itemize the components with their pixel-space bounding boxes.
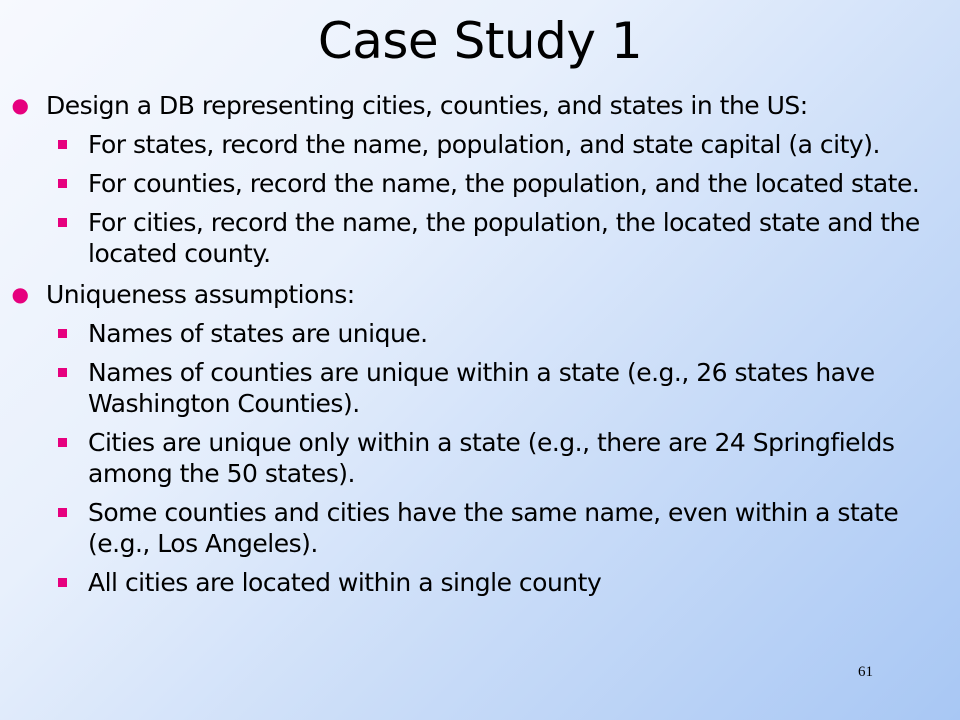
page-number: 61	[858, 664, 873, 680]
square-bullet-icon	[58, 140, 67, 149]
square-bullet-icon	[58, 438, 67, 447]
sub-bullet-text: For cities, record the name, the population, the located state and the located county.	[88, 208, 920, 268]
square-bullet-icon	[58, 508, 67, 517]
sub-bullet-text: For states, record the name, population, and state capital (a city).	[88, 130, 880, 159]
square-bullet-icon	[58, 179, 67, 188]
square-bullet-icon	[58, 368, 67, 377]
sub-bullet-state-names	[0, 318, 960, 349]
bullet-dot-icon: ●	[11, 282, 29, 306]
sub-bullet-text: All cities are located within a single county	[88, 568, 602, 597]
square-bullet-icon	[58, 329, 67, 338]
sub-bullet-states	[0, 129, 960, 160]
bullet-text: Uniqueness assumptions:	[46, 280, 355, 309]
bullet-dot-icon: ●	[11, 93, 29, 117]
bullet-design-db	[0, 88, 960, 123]
sub-bullet-same-names	[0, 497, 960, 559]
slide-content	[0, 88, 960, 606]
square-bullet-icon	[58, 578, 67, 587]
sub-bullet-city-uniqueness	[0, 427, 960, 489]
sub-bullet-text: Names of states are unique.	[88, 319, 428, 348]
bullet-text: Design a DB representing cities, counties, and states in the US:	[46, 91, 808, 120]
slide-title: Case Study 1	[317, 12, 643, 70]
sub-bullet-single-county	[0, 567, 960, 598]
sub-bullet-text: Some counties and cities have the same name, even within a state (e.g., Los Angeles).	[88, 498, 899, 558]
sub-bullet-text: For counties, record the name, the population, and the located state.	[88, 169, 920, 198]
sub-bullet-text: Names of counties are unique within a state (e.g., 26 states have Washington Counties).	[88, 358, 875, 418]
sub-bullet-county-names	[0, 357, 960, 419]
sub-bullet-cities	[0, 207, 960, 269]
sub-bullet-counties	[0, 168, 960, 199]
square-bullet-icon	[58, 218, 67, 227]
bullet-uniqueness	[0, 277, 960, 312]
sub-bullet-text: Cities are unique only within a state (e.g., there are 24 Springfields among the 50 states).	[88, 428, 895, 488]
